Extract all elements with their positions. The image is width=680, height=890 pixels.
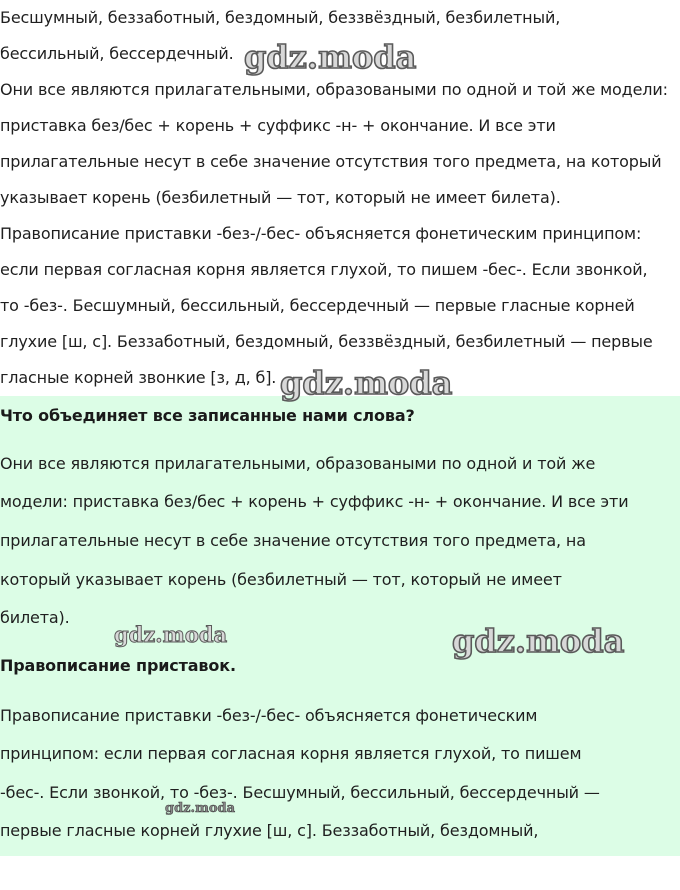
text-line: указывает корень (безбилетный — тот, который не имеет билета). bbox=[0, 188, 561, 207]
text-line: гласные корней звонкие [з, д, б]. bbox=[0, 368, 277, 387]
text-line: прилагательные несут в себе значение отсутствия того предмета, на bbox=[0, 531, 586, 550]
text-line: который указывает корень (безбилетный — тот, который не имеет bbox=[0, 570, 562, 589]
text-line: если первая согласная корня является глухой, то пишем -бес-. Если звонкой, bbox=[0, 260, 648, 279]
text-line: модели: приставка без/бес + корень + суффикс -н- + окончание. И все эти bbox=[0, 492, 629, 511]
text-line: бессильный, бессердечный. bbox=[0, 44, 234, 63]
text-line: приставка без/бес + корень + суффикс -н- + окончание. И все эти bbox=[0, 116, 556, 135]
watermark-logo: gdz.moda bbox=[452, 622, 625, 660]
question-heading: Что объединяет все записанные нами слова? bbox=[0, 406, 415, 425]
section-heading: Правописание приставок. bbox=[0, 656, 236, 675]
text-line: принципом: если первая согласная корня является глухой, то пишем bbox=[0, 744, 582, 763]
watermark-logo: gdz.moda bbox=[165, 801, 236, 816]
watermark-logo: gdz.moda bbox=[280, 364, 453, 402]
text-line: то -без-. Бесшумный, бессильный, бессердечный — первые гласные корней bbox=[0, 296, 635, 315]
text-line: прилагательные несут в себе значение отсутствия того предмета, на который bbox=[0, 152, 662, 171]
text-line: первые гласные корней глухие [ш, с]. Беззаботный, бездомный, bbox=[0, 821, 539, 840]
text-line: Правописание приставки -без-/-бес- объясняется фонетическим принципом: bbox=[0, 224, 642, 243]
watermark-logo: gdz.moda bbox=[244, 38, 417, 76]
text-line: Бесшумный, беззаботный, бездомный, беззвёздный, безбилетный, bbox=[0, 8, 561, 27]
text-line: Они все являются прилагательными, образоваными по одной и той же bbox=[0, 454, 596, 473]
text-line: билета). bbox=[0, 608, 70, 627]
text-line: -бес-. Если звонкой, то -без-. Бесшумный, бессильный, бессердечный — bbox=[0, 783, 600, 802]
text-line: Правописание приставки -без-/-бес- объясняется фонетическим bbox=[0, 706, 538, 725]
text-line: глухие [ш, с]. Беззаботный, бездомный, беззвёздный, безбилетный — первые bbox=[0, 332, 653, 351]
watermark-logo: gdz.moda bbox=[114, 622, 228, 647]
text-line: Они все являются прилагательными, образоваными по одной и той же модели: bbox=[0, 80, 668, 99]
